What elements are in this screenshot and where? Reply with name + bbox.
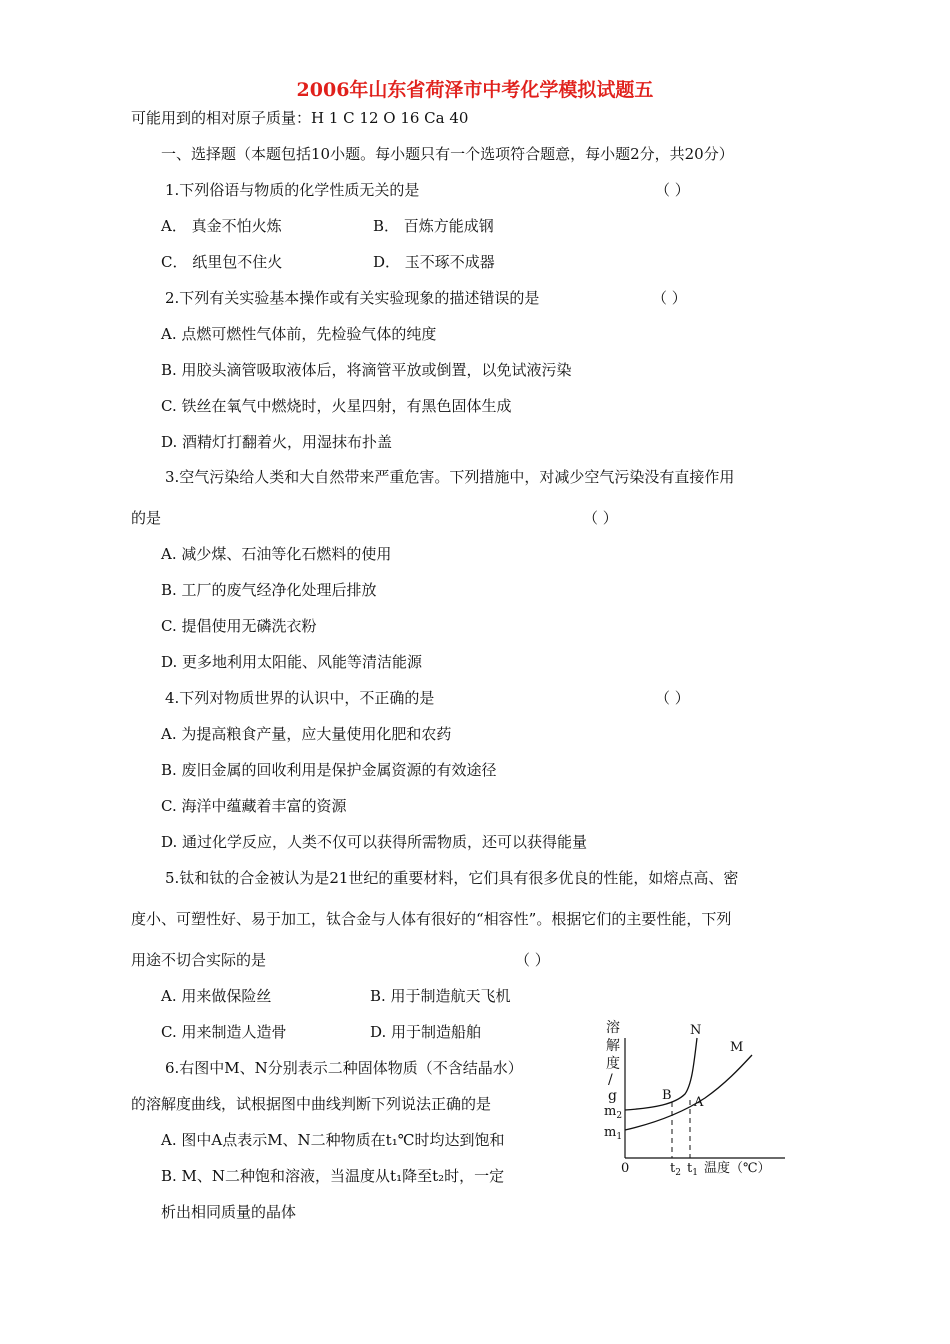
question-3-option-a: A. 减少煤、石油等化石燃料的使用	[161, 545, 392, 563]
atomic-masses: 可能用到的相对原子质量：H 1 C 12 O 16 Ca 40	[131, 109, 469, 127]
tick-label-m2: $m_2$	[604, 1104, 623, 1121]
question-1-option-a: A． 真金不怕火炼	[161, 217, 282, 235]
question-5-option-c: C. 用来制造人造骨	[161, 1023, 287, 1041]
section-heading: 一、选择题（本题包括10小题。每小题只有一个选项符合题意，每小题2分，共20分）	[161, 145, 734, 163]
question-6-stem-line1: 6.右图中M、N分别表示二种固体物质（不含结晶水）	[165, 1059, 523, 1077]
y-axis-label-char-5: g	[608, 1088, 617, 1104]
point-label-a: A	[694, 1095, 704, 1110]
question-5-stem-line3: 用途不切合实际的是	[131, 951, 267, 969]
question-2-answer-paren: （ ）	[652, 289, 687, 307]
question-3-option-c: C. 提倡使用无磷洗衣粉	[161, 617, 317, 635]
question-4-answer-paren: （ ）	[655, 689, 690, 707]
y-axis-label-char-3: 度	[606, 1056, 620, 1072]
question-5-stem-line2: 度小、可塑性好、易于加工，钛合金与人体有很好的“相容性”。根据它们的主要性能，下列	[131, 910, 732, 928]
question-2-option-d: D. 酒精灯打翻着火，用湿抹布扑盖	[161, 433, 393, 451]
page-title: 2006年山东省荷泽市中考化学模拟试题五	[296, 79, 654, 101]
tick-label-t2: $t_2$	[670, 1161, 681, 1178]
curve-n	[625, 1038, 697, 1110]
question-1-answer-paren: （ ）	[655, 181, 690, 199]
question-1-option-d: D． 玉不琢不成器	[373, 253, 495, 271]
question-3-option-d: D. 更多地利用太阳能、风能等清洁能源	[161, 653, 423, 671]
curve-label-m: M	[730, 1040, 744, 1055]
question-3-option-b: B. 工厂的废气经净化处理后排放	[161, 581, 377, 599]
question-4-option-c: C. 海洋中蕴藏着丰富的资源	[161, 797, 347, 815]
question-1-stem: 1.下列俗语与物质的化学性质无关的是	[165, 181, 420, 199]
y-axis-label-char-2: 解	[606, 1038, 620, 1054]
tick-label-m1: $m_1$	[604, 1125, 623, 1142]
question-6-stem-line2: 的溶解度曲线，试根据图中曲线判断下列说法正确的是	[131, 1095, 492, 1113]
question-5-option-d: D. 用于制造船舶	[370, 1023, 482, 1041]
curve-m	[625, 1055, 752, 1130]
question-1-option-c: C． 纸里包不住火	[161, 253, 283, 271]
question-6-option-b-line1: B. M、N二种饱和溶液，当温度从t₁降至t₂时，一定	[161, 1167, 505, 1185]
y-axis-label-char-1: 溶	[606, 1020, 620, 1036]
question-3-stem-line2: 的是	[131, 509, 162, 527]
question-4-stem: 4.下列对物质世界的认识中，不正确的是	[165, 689, 435, 707]
point-label-b: B	[662, 1088, 672, 1103]
curve-label-n: N	[690, 1023, 702, 1038]
x-axis-label: 温度（℃）	[704, 1161, 771, 1176]
question-5-option-a: A. 用来做保险丝	[161, 987, 272, 1005]
question-2-option-c: C. 铁丝在氧气中燃烧时，火星四射，有黑色固体生成	[161, 397, 512, 415]
question-5-answer-paren: （ ）	[515, 951, 550, 969]
tick-label-t1: $t_1$	[687, 1161, 698, 1178]
question-5-option-b: B. 用于制造航天飞机	[370, 987, 511, 1005]
question-4-option-b: B. 废旧金属的回收利用是保护金属资源的有效途径	[161, 761, 497, 779]
question-1-option-b: B． 百炼方能成钢	[373, 217, 494, 235]
question-2-stem: 2.下列有关实验基本操作或有关实验现象的描述错误的是	[165, 289, 540, 307]
question-4-option-d: D. 通过化学反应，人类不仅可以获得所需物质，还可以获得能量	[161, 833, 588, 851]
question-5-stem-line1: 5.钛和钛的合金被认为是21世纪的重要材料，它们具有很多优良的性能，如熔点高、密	[165, 869, 739, 887]
origin-label: 0	[621, 1161, 630, 1176]
question-4-option-a: A. 为提高粮食产量，应大量使用化肥和农药	[161, 725, 452, 743]
question-2-option-b: B. 用胶头滴管吸取液体后，将滴管平放或倒置，以免试液污染	[161, 361, 572, 379]
question-3-stem-line1: 3.空气污染给人类和大自然带来严重危害。下列措施中，对减少空气污染没有直接作用	[165, 468, 735, 486]
question-6-option-a: A. 图中A点表示M、N二种物质在t₁℃时均达到饱和	[161, 1131, 505, 1149]
question-6-option-b-line2: 析出相同质量的晶体	[161, 1203, 297, 1221]
solubility-curve-figure	[600, 1018, 800, 1178]
y-axis-label-char-4: /	[608, 1072, 613, 1088]
question-2-option-a: A. 点燃可燃性气体前，先检验气体的纯度	[161, 325, 437, 343]
question-3-answer-paren: （ ）	[583, 509, 618, 527]
